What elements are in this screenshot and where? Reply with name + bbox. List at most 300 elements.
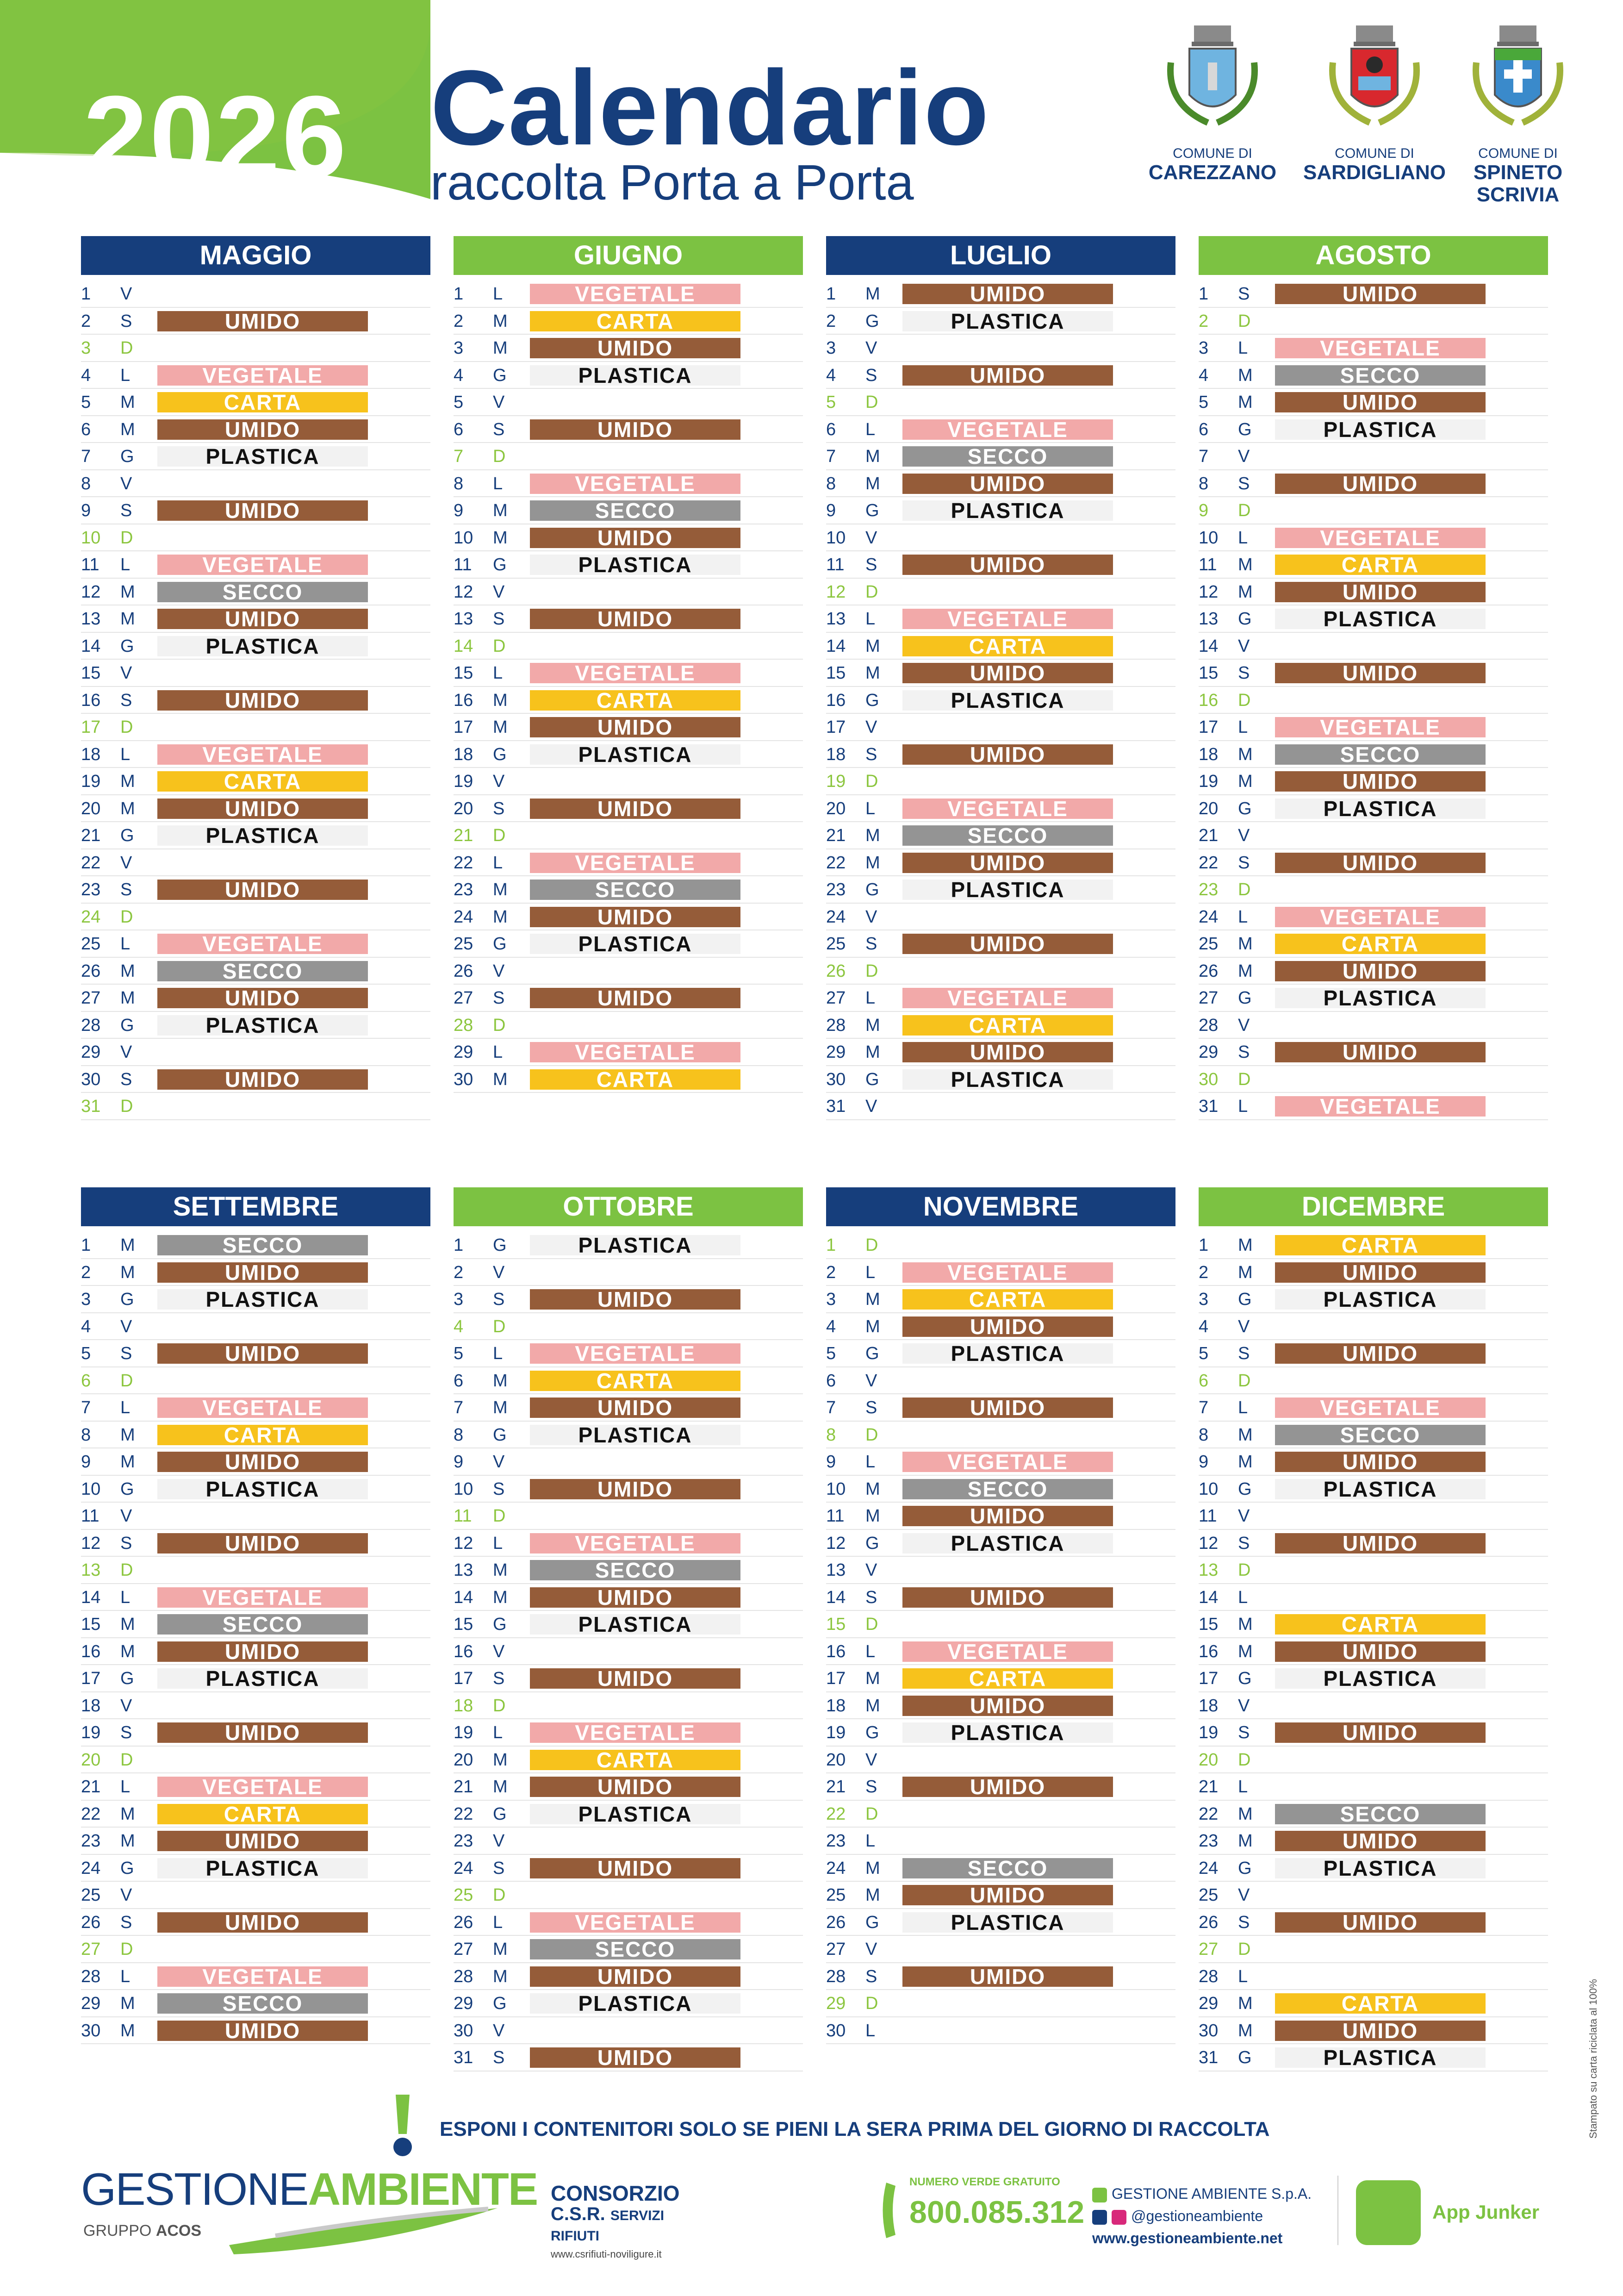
day-number: 26 [826, 1912, 846, 1932]
day-row [826, 1611, 1175, 1638]
day-row [826, 1936, 1175, 1963]
day-row [1199, 1394, 1548, 1422]
day-row [1199, 822, 1548, 849]
weekday-letter: S [1238, 1344, 1250, 1363]
weekday-letter: G [865, 1069, 879, 1089]
day-row [81, 1232, 430, 1259]
collection-umido: UMIDO [902, 1587, 1113, 1608]
website-link[interactable]: www.gestioneambiente.net [1092, 2230, 1283, 2246]
collection-umido: UMIDO [530, 2047, 740, 2068]
phone-block[interactable] [882, 2176, 1085, 2243]
day-row [826, 1422, 1175, 1449]
day-number: 2 [826, 311, 836, 331]
collection-secco: SECCO [1275, 744, 1486, 765]
day-row [454, 1232, 803, 1259]
day-number: 28 [454, 1015, 473, 1035]
weekday-letter: S [120, 311, 132, 331]
collection-plastica: PLASTICA [902, 1343, 1113, 1364]
day-number: 14 [826, 636, 846, 656]
day-number: 29 [454, 1042, 473, 1062]
day-number: 18 [454, 744, 473, 764]
day-row [826, 714, 1175, 741]
crest-carezzano [1134, 21, 1291, 184]
day-number: 30 [826, 1069, 846, 1089]
collection-umido: UMIDO [1275, 961, 1486, 981]
collection-plastica: PLASTICA [902, 500, 1113, 521]
weekday-letter: V [493, 1641, 505, 1661]
day-row [81, 1855, 430, 1882]
day-row [1199, 1801, 1548, 1828]
day-number: 15 [1199, 663, 1219, 683]
phone-number[interactable]: 800.085.312 [909, 2195, 1085, 2230]
collection-umido: UMIDO [530, 1479, 740, 1499]
weekday-letter: V [865, 1940, 877, 1959]
weekday-letter: D [1238, 1750, 1251, 1770]
collection-umido: UMIDO [1275, 1262, 1486, 1283]
weekday-letter: G [865, 311, 879, 331]
day-number: 21 [81, 826, 101, 845]
day-row [826, 958, 1175, 985]
social-block [1092, 2183, 1333, 2249]
day-row [826, 741, 1175, 768]
day-number: 14 [81, 1587, 101, 1607]
weekday-letter: V [493, 2021, 505, 2040]
weekday-letter: L [493, 284, 503, 304]
weekday-letter: M [493, 338, 508, 358]
app-junker-icon[interactable] [1356, 2180, 1421, 2245]
weekday-letter: M [120, 1831, 135, 1851]
weekday-letter: M [493, 1587, 508, 1607]
day-row [81, 1313, 430, 1341]
day-number: 2 [454, 311, 464, 331]
day-row [81, 904, 430, 931]
day-row [1199, 849, 1548, 877]
collection-vegetale: VEGETALE [1275, 907, 1486, 927]
day-number: 7 [826, 447, 836, 466]
day-row [81, 795, 430, 823]
day-number: 14 [454, 1587, 473, 1607]
weekday-letter: M [493, 1560, 508, 1580]
weekday-letter: L [120, 934, 131, 954]
weekday-letter: G [493, 1804, 507, 1824]
weekday-letter: D [1238, 311, 1251, 331]
weekday-letter: V [120, 1506, 132, 1526]
day-number: 28 [454, 1966, 473, 1986]
day-number: 23 [81, 880, 101, 899]
weekday-letter: L [865, 419, 876, 439]
collection-plastica: PLASTICA [902, 1533, 1113, 1554]
collection-vegetale: VEGETALE [902, 609, 1113, 629]
weekday-letter: M [120, 961, 135, 981]
day-row [826, 1259, 1175, 1286]
day-number: 12 [1199, 582, 1219, 602]
day-number: 1 [81, 284, 91, 304]
day-number: 26 [81, 961, 101, 981]
day-row [81, 822, 430, 849]
day-row [454, 1259, 803, 1286]
weekday-letter: V [865, 528, 877, 548]
collection-plastica: PLASTICA [157, 1479, 368, 1499]
day-number: 24 [1199, 907, 1219, 927]
day-row [826, 470, 1175, 498]
day-number: 2 [454, 1262, 464, 1282]
recycled-paper-note: Stampato su carta riciclata al 100% [1587, 1979, 1599, 2139]
weekday-letter: S [1238, 474, 1250, 493]
day-number: 22 [1199, 853, 1219, 873]
day-number: 27 [454, 988, 473, 1008]
weekday-letter: S [865, 365, 877, 385]
day-number: 2 [81, 1262, 91, 1282]
weekday-letter: S [865, 1966, 877, 1986]
social-handle[interactable]: @gestioneambiente [1131, 2208, 1263, 2224]
collection-plastica: PLASTICA [530, 1993, 740, 2014]
month-maggio [81, 236, 430, 1120]
collection-vegetale: VEGETALE [1275, 1096, 1486, 1117]
day-number: 10 [1199, 1479, 1219, 1499]
day-number: 8 [1199, 474, 1209, 493]
day-row [81, 741, 430, 768]
collection-umido: UMIDO [1275, 771, 1486, 792]
day-number: 19 [1199, 1723, 1219, 1742]
day-row [81, 1530, 430, 1557]
day-row [826, 1448, 1175, 1476]
day-number: 29 [826, 1042, 846, 1062]
day-number: 15 [826, 1615, 846, 1634]
day-row [454, 1530, 803, 1557]
day-number: 28 [826, 1015, 846, 1035]
day-number: 20 [826, 799, 846, 818]
day-number: 17 [81, 1669, 101, 1688]
collection-umido: UMIDO [530, 1966, 740, 1987]
weekday-letter: D [493, 1885, 506, 1905]
weekday-letter: M [493, 718, 508, 737]
day-number: 31 [81, 1097, 101, 1116]
day-row [454, 985, 803, 1012]
day-row [1199, 579, 1548, 606]
day-number: 1 [81, 1235, 91, 1255]
day-row [454, 416, 803, 443]
day-row [81, 1638, 430, 1666]
weekday-letter: G [120, 1479, 134, 1499]
day-row [81, 1611, 430, 1638]
collection-vegetale: VEGETALE [530, 663, 740, 683]
weekday-letter: M [1238, 1804, 1253, 1824]
day-row [454, 1773, 803, 1801]
weekday-letter: S [120, 1344, 132, 1363]
day-number: 4 [81, 365, 91, 385]
day-number: 5 [826, 1344, 836, 1363]
day-number: 16 [81, 1641, 101, 1661]
day-row [826, 1584, 1175, 1611]
day-number: 18 [454, 1696, 473, 1716]
collection-umido: UMIDO [902, 1777, 1113, 1797]
day-row [454, 1039, 803, 1066]
collection-umido: UMIDO [1275, 1912, 1486, 1933]
day-row [826, 1367, 1175, 1395]
day-number: 29 [1199, 1994, 1219, 2013]
day-number: 10 [454, 528, 473, 548]
weekday-letter: M [493, 880, 508, 899]
day-row [454, 1394, 803, 1422]
day-number: 28 [81, 1966, 101, 1986]
weekday-letter: G [1238, 988, 1252, 1008]
collection-plastica: PLASTICA [530, 1804, 740, 1824]
day-row [1199, 1557, 1548, 1584]
collection-vegetale: VEGETALE [157, 934, 368, 954]
weekday-letter: G [493, 1615, 507, 1634]
day-number: 14 [1199, 636, 1219, 656]
day-row [826, 1719, 1175, 1747]
day-number: 13 [826, 1560, 846, 1580]
day-number: 4 [81, 1316, 91, 1336]
collection-umido: UMIDO [1275, 1641, 1486, 1662]
day-row [1199, 2017, 1548, 2045]
weekday-letter: M [865, 447, 880, 466]
day-row [1199, 470, 1548, 498]
day-number: 27 [81, 1940, 101, 1959]
day-number: 7 [81, 1398, 91, 1417]
weekday-letter: V [1238, 1885, 1250, 1905]
month-ottobre [454, 1187, 803, 2071]
day-row [826, 1313, 1175, 1341]
day-number: 6 [454, 419, 464, 439]
collection-carta: CARTA [1275, 1614, 1486, 1635]
day-row [454, 768, 803, 795]
crest-sardigliano [1296, 21, 1453, 184]
weekday-letter: L [493, 663, 503, 683]
day-row [454, 687, 803, 714]
day-row [1199, 1012, 1548, 1039]
collection-plastica: PLASTICA [530, 1235, 740, 1255]
day-row [81, 1039, 430, 1066]
weekday-letter: M [493, 1371, 508, 1391]
app-junker-label[interactable]: App Junker [1432, 2201, 1540, 2223]
day-row [826, 660, 1175, 687]
day-number: 3 [454, 338, 464, 358]
weekday-letter: D [120, 1560, 133, 1580]
weekday-letter: L [1238, 528, 1248, 548]
weekday-letter: D [120, 1750, 133, 1770]
day-row [1199, 1313, 1548, 1341]
day-number: 18 [826, 1696, 846, 1716]
day-number: 27 [81, 988, 101, 1008]
day-number: 27 [454, 1940, 473, 1959]
weekday-letter: V [120, 853, 132, 873]
weekday-letter: S [1238, 663, 1250, 683]
weekday-letter: G [120, 636, 134, 656]
weekday-letter: M [1238, 555, 1253, 574]
day-row [1199, 1039, 1548, 1066]
day-row [826, 1286, 1175, 1313]
day-row [81, 930, 430, 958]
weekday-letter: M [120, 772, 135, 791]
crest-prefix: COMUNE DI [1173, 146, 1252, 161]
day-row [81, 1747, 430, 1774]
collection-secco: SECCO [1275, 1425, 1486, 1445]
collection-umido: UMIDO [1275, 392, 1486, 412]
collection-plastica: PLASTICA [157, 1289, 368, 1310]
day-row [1199, 741, 1548, 768]
day-number: 7 [826, 1398, 836, 1417]
weekday-letter: V [865, 907, 877, 927]
day-row [81, 416, 430, 443]
month-settembre [81, 1187, 430, 2044]
day-row [826, 524, 1175, 552]
collection-umido: UMIDO [157, 1831, 368, 1851]
collection-umido: UMIDO [902, 1696, 1113, 1716]
day-row [826, 1747, 1175, 1774]
day-number: 14 [81, 636, 101, 656]
weekday-letter: D [493, 1696, 506, 1716]
collection-plastica: PLASTICA [902, 880, 1113, 900]
day-number: 10 [454, 1479, 473, 1499]
instagram-icon[interactable] [1112, 2210, 1126, 2225]
weekday-letter: L [120, 1966, 131, 1986]
weekday-letter: V [493, 582, 505, 602]
collection-umido: UMIDO [530, 1587, 740, 1608]
day-row [1199, 524, 1548, 552]
collection-vegetale: VEGETALE [902, 1641, 1113, 1662]
weekday-letter: L [493, 1533, 503, 1553]
day-row [1199, 1422, 1548, 1449]
day-number: 20 [1199, 799, 1219, 818]
day-number: 13 [454, 1560, 473, 1580]
day-row [454, 1909, 803, 1936]
collection-umido: UMIDO [530, 1777, 740, 1797]
day-number: 18 [1199, 744, 1219, 764]
day-row [81, 1340, 430, 1367]
weekday-letter: V [120, 1696, 132, 1716]
collection-plastica: PLASTICA [530, 1614, 740, 1635]
collection-carta: CARTA [530, 690, 740, 711]
day-row [81, 2017, 430, 2045]
collection-vegetale: VEGETALE [530, 1042, 740, 1062]
day-number: 23 [81, 1831, 101, 1851]
day-number: 31 [1199, 2048, 1219, 2067]
sardigliano-crest-icon [1324, 21, 1425, 141]
weekday-letter: L [120, 744, 131, 764]
phone-icon [882, 2180, 905, 2240]
day-row [81, 687, 430, 714]
collection-umido: UMIDO [530, 419, 740, 440]
day-number: 28 [1199, 1015, 1219, 1035]
weekday-letter: L [1238, 1777, 1248, 1797]
weekday-letter: D [865, 1804, 878, 1824]
day-number: 20 [81, 1750, 101, 1770]
day-row [1199, 1448, 1548, 1476]
weekday-letter: M [493, 1069, 508, 1089]
day-number: 7 [1199, 447, 1209, 466]
side-note [1587, 1861, 1601, 2139]
day-row [454, 1719, 803, 1747]
collection-plastica: PLASTICA [902, 1912, 1113, 1933]
weekday-letter: L [1238, 1398, 1248, 1417]
day-number: 16 [826, 690, 846, 710]
day-number: 5 [1199, 1344, 1209, 1363]
day-row [454, 2017, 803, 2045]
weekday-letter: S [1238, 1533, 1250, 1553]
day-number: 12 [826, 582, 846, 602]
weekday-letter: S [493, 419, 505, 439]
weekday-letter: V [493, 772, 505, 791]
month-novembre [826, 1187, 1175, 2044]
day-row [81, 1882, 430, 1909]
weekday-letter: D [1238, 1069, 1251, 1089]
collection-plastica: PLASTICA [530, 1425, 740, 1445]
day-number: 3 [826, 1290, 836, 1309]
weekday-letter: G [865, 1344, 879, 1363]
company-name: GESTIONE AMBIENTE S.p.A. [1112, 2185, 1312, 2202]
day-number: 7 [454, 1398, 464, 1417]
day-row [826, 443, 1175, 470]
weekday-letter: S [493, 2048, 505, 2067]
day-number: 29 [81, 1042, 101, 1062]
csr-url[interactable]: www.csrifiuti-noviligure.it [551, 2248, 662, 2260]
day-row [454, 1012, 803, 1039]
csr-line1: CONSORZIO [551, 2181, 680, 2205]
day-number: 24 [81, 1858, 101, 1878]
weekday-letter: M [120, 1615, 135, 1634]
collection-umido: UMIDO [902, 744, 1113, 765]
day-number: 1 [1199, 1235, 1209, 1255]
day-number: 26 [826, 961, 846, 981]
day-row [81, 389, 430, 416]
collection-umido: UMIDO [902, 663, 1113, 683]
collection-vegetale: VEGETALE [902, 419, 1113, 440]
day-row [454, 1801, 803, 1828]
weekday-letter: M [120, 1425, 135, 1445]
day-row [826, 1909, 1175, 1936]
day-number: 26 [1199, 1912, 1219, 1932]
day-row [826, 1503, 1175, 1530]
crest-name: SPINETO [1473, 161, 1563, 184]
day-row [826, 416, 1175, 443]
day-number: 1 [1199, 284, 1209, 304]
collection-vegetale: VEGETALE [902, 1452, 1113, 1472]
day-row [81, 281, 430, 308]
group-word: GRUPPO [83, 2222, 152, 2240]
day-row [1199, 1066, 1548, 1093]
month-header: GIUGNO [454, 236, 803, 275]
day-number: 5 [454, 393, 464, 412]
collection-plastica: PLASTICA [530, 365, 740, 386]
weekday-letter: G [1238, 1669, 1252, 1688]
day-row [1199, 930, 1548, 958]
weekday-letter: D [120, 338, 133, 358]
facebook-icon[interactable] [1092, 2210, 1107, 2225]
weekday-letter: S [1238, 853, 1250, 873]
weekday-letter: L [1238, 907, 1248, 927]
day-number: 5 [826, 393, 836, 412]
collection-carta: CARTA [157, 771, 368, 792]
day-number: 21 [1199, 826, 1219, 845]
day-number: 7 [1199, 1398, 1209, 1417]
day-number: 13 [1199, 609, 1219, 629]
collection-umido: UMIDO [902, 853, 1113, 873]
weekday-letter: M [1238, 772, 1253, 791]
day-row [826, 1665, 1175, 1692]
weekday-letter: G [120, 1015, 134, 1035]
day-row [826, 2017, 1175, 2045]
weekday-letter: G [1238, 799, 1252, 818]
day-row [81, 1066, 430, 1093]
day-number: 13 [1199, 1560, 1219, 1580]
day-row [1199, 1909, 1548, 1936]
weekday-letter: V [1238, 826, 1250, 845]
collection-plastica: PLASTICA [1275, 1668, 1486, 1689]
weekday-letter: V [493, 961, 505, 981]
day-row [1199, 768, 1548, 795]
